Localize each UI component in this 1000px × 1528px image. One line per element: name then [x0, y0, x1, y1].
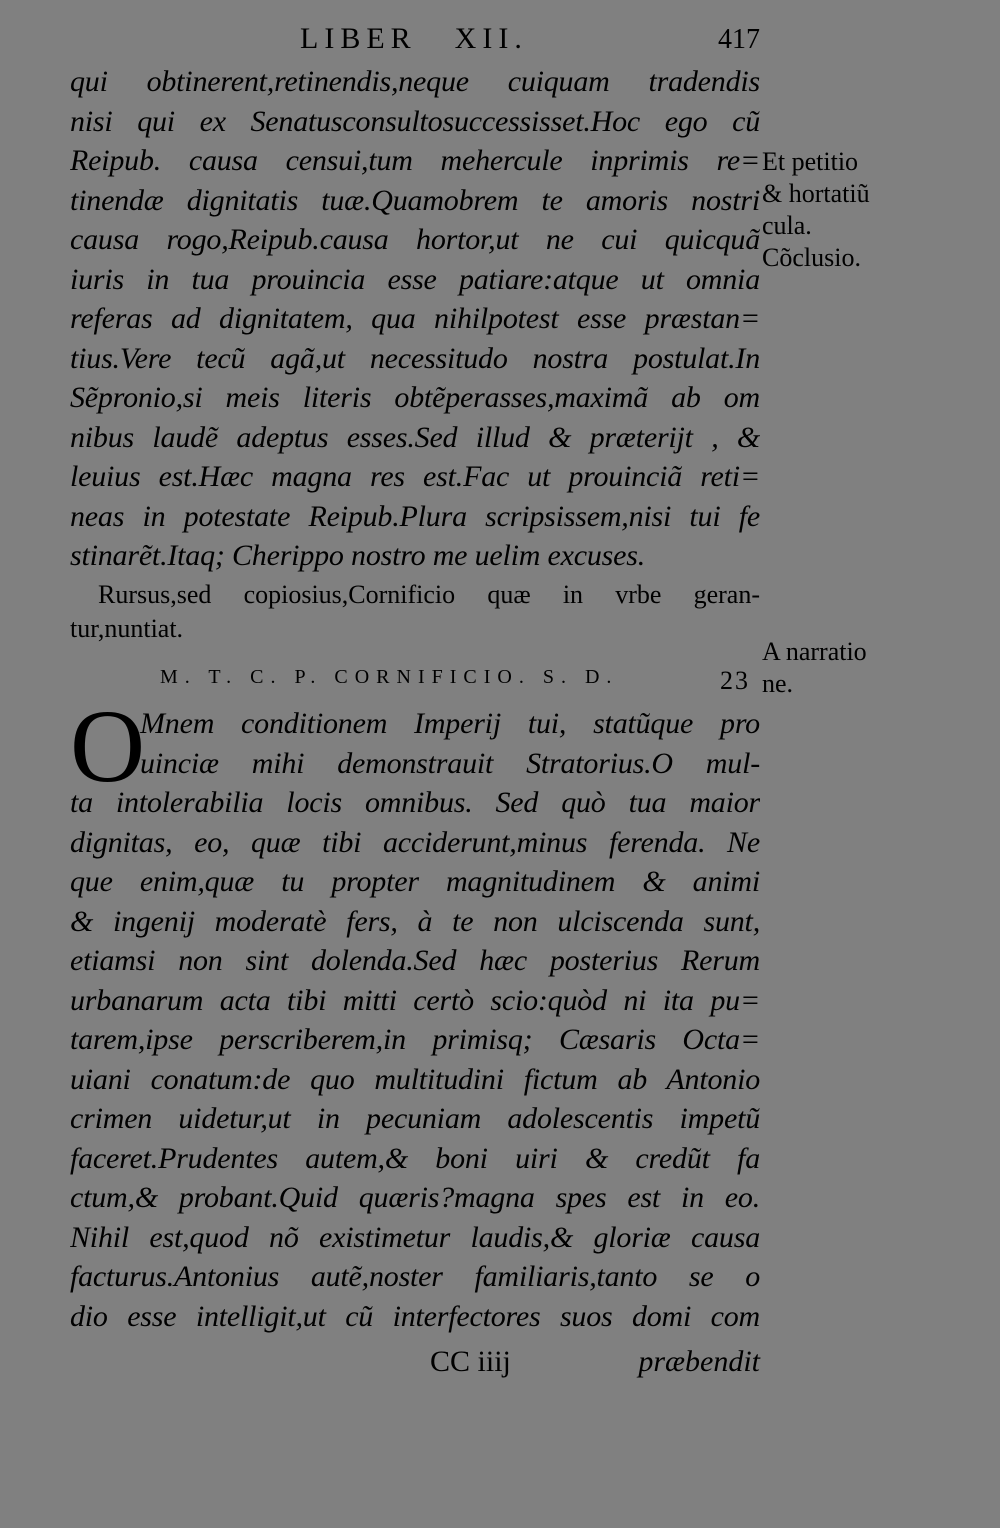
- text-line: nibus laudẽ adeptus esses.Sed illud & præterijt , &: [70, 420, 760, 454]
- text-line: tius.Vere tecũ agã,ut necessitudo nostra postulat.In: [70, 341, 760, 375]
- text-line: referas ad dignitatem, qua nihilpotest esse præstan=: [70, 302, 760, 335]
- text-line: iuris in tua prouincia esse patiare:atque ut omnia: [70, 262, 760, 296]
- page-number: 417: [718, 24, 760, 55]
- text-line: nisi qui ex Senatusconsultosuccessisset.Hoc ego cũ: [70, 104, 760, 138]
- running-title: [300, 22, 566, 56]
- letter-number: 23: [720, 666, 750, 695]
- argument-line: tur,nuntiat.: [70, 614, 184, 643]
- text-line: uiani conatum:de quo multitudini fictum ab Antonio: [70, 1062, 760, 1096]
- margin-note: [762, 146, 992, 274]
- text-line: urbanarum acta tibi mitti certò scio:quòd ni ita pu=: [70, 983, 760, 1017]
- signature-mark: CC iiij: [430, 1345, 511, 1378]
- text-line: & ingenij moderatè fers, à te non ulciscenda sunt,: [70, 904, 760, 938]
- letter-argument: [70, 578, 760, 646]
- text-line: Mnem conditionem Imperij tui, statũque pro: [140, 707, 760, 740]
- margin-note-line: A narratio: [762, 637, 867, 666]
- text-line: tarem,ipse perscriberem,in primisq; Cæsaris Octa=: [70, 1023, 760, 1056]
- running-title-book-number: XII.: [454, 22, 528, 55]
- margin-note-line: Et petitio: [762, 147, 859, 176]
- running-header: [70, 22, 760, 62]
- main-text-block: [70, 62, 760, 576]
- margin-note-line: & hortatiũ: [762, 179, 870, 208]
- margin-note: [762, 636, 992, 700]
- text-line: que enim,quæ tu propter magnitudinem & animi: [70, 865, 760, 898]
- page-footer: [430, 1345, 760, 1379]
- text-line: ctum,& probant.Quid quæris?magna spes est in eo.: [70, 1181, 760, 1214]
- text-line: Nihil est,quod nõ existimetur laudis,& gloriæ causa: [70, 1220, 760, 1254]
- catchword: præbendit: [638, 1345, 760, 1378]
- text-line: dignitas, eo, quæ tibi acciderunt,minus ferenda. Ne: [70, 825, 760, 859]
- text-line: uinciæ mihi demonstrauit Stratorius.O mul-: [140, 746, 760, 780]
- text-line: qui obtinerent,retinendis,neque cuiquam tradendis: [70, 65, 760, 98]
- text-line: facturus.Antonius autẽ,noster familiaris,tanto se o: [70, 1260, 760, 1293]
- text-line: causa rogo,Reipub.causa hortor,ut ne cui quicquã: [70, 223, 760, 256]
- text-line: Sẽpronio,si meis literis obtẽperasses,maximã ab om: [70, 381, 760, 414]
- letter-salutation: M. T. C. P. CORNIFICIO. S. D.: [160, 666, 619, 688]
- text-line: leuius est.Hæc magna res est.Fac ut prouinciã reti=: [70, 460, 760, 493]
- running-title-liber: LIBER: [300, 22, 417, 55]
- text-line: Reipub. causa censui,tum mehercule inprimis re=: [70, 144, 760, 177]
- argument-line: Rursus,sed copiosius,Cornificio quæ in vrbe geran-: [98, 580, 760, 609]
- text-line: dio esse intelligit,ut cũ interfectores suos domi com: [70, 1299, 760, 1333]
- letter-heading: [160, 666, 750, 696]
- text-line: etiamsi non sint dolenda.Sed hæc posterius Rerum: [70, 944, 760, 977]
- text-line: crimen uidetur,ut in pecuniam adolescentis impetũ: [70, 1102, 760, 1135]
- letter-body: [70, 689, 760, 1336]
- text-line: tinendæ dignitatis tuæ.Quamobrem te amoris nostri: [70, 183, 760, 217]
- margin-note-line: cula.: [762, 211, 812, 240]
- margin-note-line: ne.: [762, 669, 794, 698]
- text-line: neas in potestate Reipub.Plura scripsissem,nisi tui fe: [70, 499, 760, 533]
- margin-note-line: Cõclusio.: [762, 243, 861, 272]
- text-line: stinarẽt.Itaq; Cherippo nostro me uelim excuses.: [70, 539, 646, 572]
- text-line: faceret.Prudentes autem,& boni uiri & credũt fa: [70, 1141, 760, 1175]
- text-line: ta intolerabilia locis omnibus. Sed quò tua maior: [70, 786, 760, 819]
- drop-cap: O: [70, 689, 146, 804]
